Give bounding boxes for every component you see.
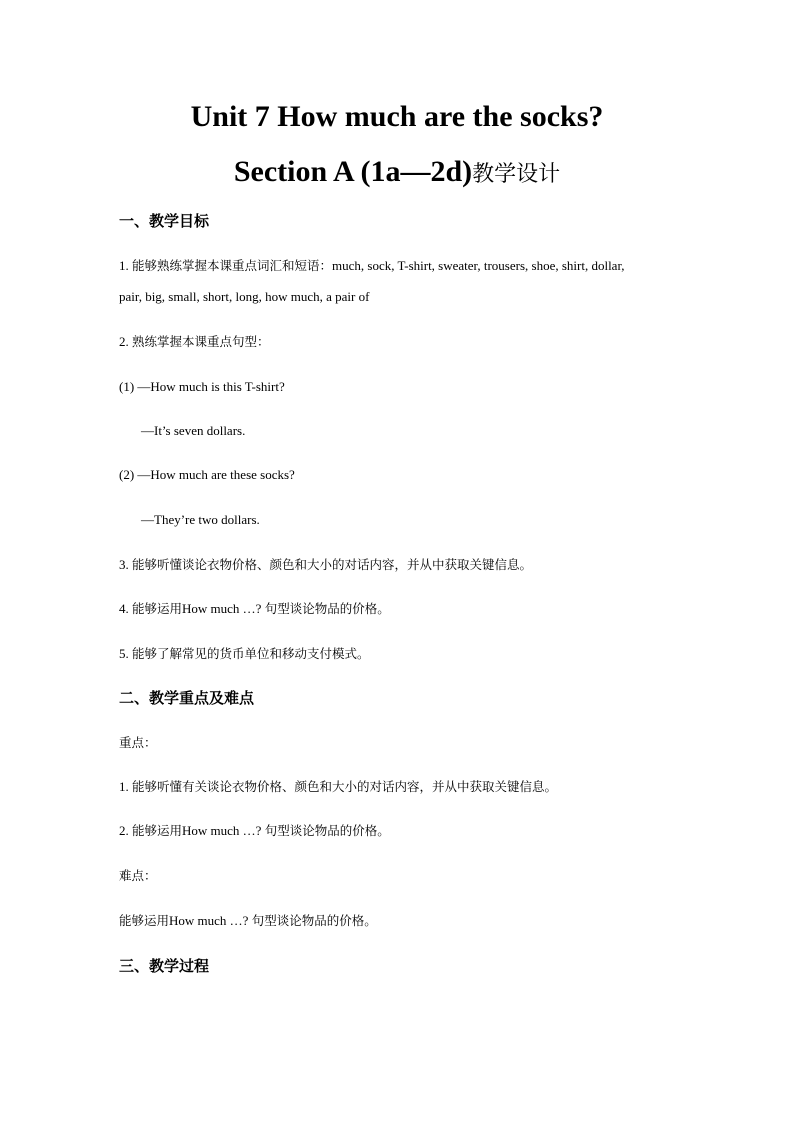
item-number: 2. [119,334,129,349]
document-subtitle [0,155,794,192]
objective-5 [119,645,370,663]
document-title [0,100,794,134]
key-point-1 [119,778,557,796]
key-points-label: 重点： [119,735,157,750]
objective-1 [119,257,625,275]
objective-3 [119,556,532,574]
item-text-cn-post: 句型谈论物品的价格。 [251,913,377,928]
item-number: 4. [119,601,129,616]
sentence-pattern-1-answer: —It’s seven dollars. [141,423,246,438]
item-text-cn: 能够听懂有关谈论衣物价格、颜色和大小的对话内容，并从中获取关键信息。 [132,779,558,794]
item-text-cn-pre: 能够运用 [132,601,183,616]
objective-2 [119,333,270,351]
item-text-cn: 熟练掌握本课重点句型： [132,334,270,349]
item-number: 5. [119,646,129,661]
sentence-pattern-2-answer: —They’re two dollars. [141,512,260,527]
objective-1-continued: pair, big, small, short, long, how much, a pair of [119,289,370,304]
sentence-pattern-1-question: (1) —How much is this T-shirt? [119,379,285,394]
item-text-cn: 能够了解常见的货币单位和移动支付模式。 [132,646,370,661]
item-number: 2. [119,823,129,838]
item-text-en: How much …? [182,823,262,838]
difficult-points-label: 难点： [119,868,157,883]
item-text-cn: 能够听懂谈论衣物价格、颜色和大小的对话内容，并从中获取关键信息。 [132,557,533,572]
item-number: 3. [119,557,129,572]
item-text-cn-pre: 能够运用 [119,913,170,928]
section-heading-objectives: 一、教学目标 [119,212,210,230]
key-point-2 [119,822,390,840]
subtitle-english: Section A (1a—2d) [233,155,473,188]
section-heading-key-points: 二、教学重点及难点 [119,689,255,707]
item-number: 1. [119,258,129,273]
title-line-1: Unit 7 How much are the socks? [190,100,604,133]
item-text-cn-post: 句型谈论物品的价格。 [264,601,390,616]
subtitle-chinese: 教学设计 [472,162,561,187]
item-text-en: How much …? [182,601,262,616]
item-number: 1. [119,779,129,794]
item-text-en: much, sock, T-shirt, sweater, trousers, shoe, shirt, dollar, [332,258,625,273]
difficult-point [119,912,377,930]
item-text-cn: 能够熟练掌握本课重点词汇和短语： [132,258,333,273]
section-heading-procedure: 三、教学过程 [119,957,210,975]
item-text-cn-post: 句型谈论物品的价格。 [264,823,390,838]
item-text-en: How much …? [169,913,249,928]
sentence-pattern-2-question: (2) —How much are these socks? [119,467,295,482]
objective-4 [119,600,390,618]
item-text-cn-pre: 能够运用 [132,823,183,838]
